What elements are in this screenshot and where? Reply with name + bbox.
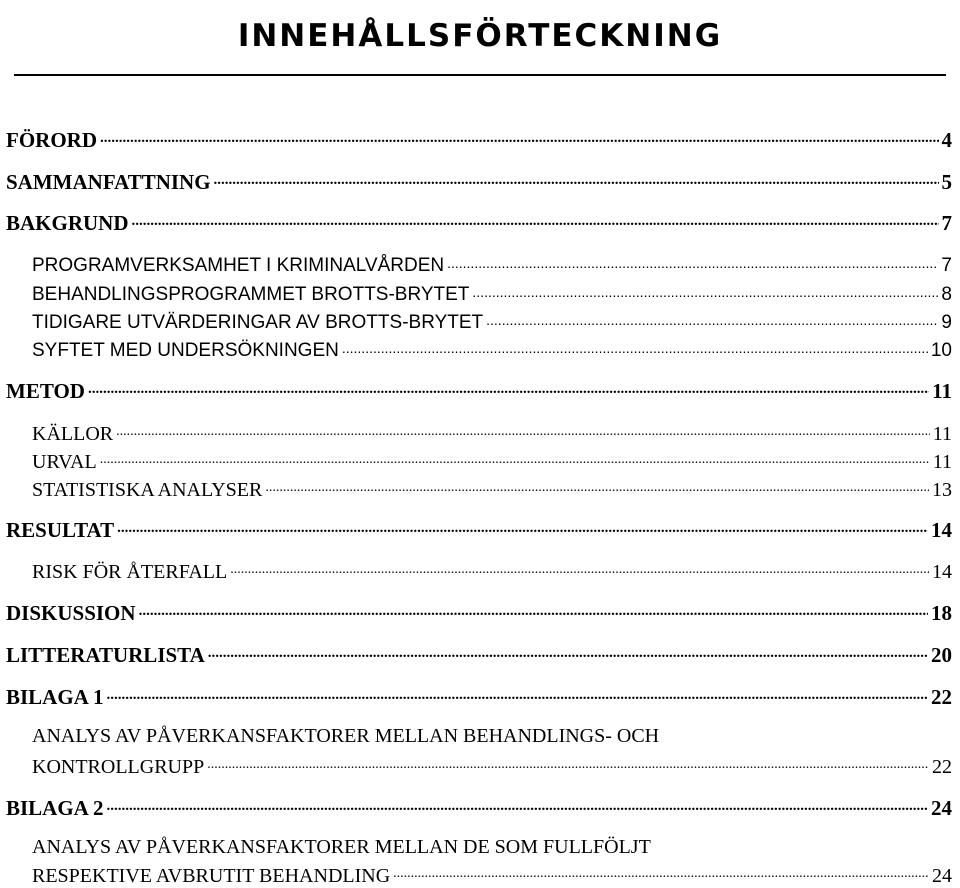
toc-entry-kallor[interactable] — [32, 420, 952, 446]
toc-entry-label: DISKUSSION — [6, 601, 136, 625]
toc-entry-label: RESPEKTIVE AVBRUTIT BEHANDLING — [32, 865, 391, 887]
toc-entry-bilaga-2[interactable] — [6, 794, 952, 821]
toc-entry-sammanfattning[interactable] — [6, 168, 952, 195]
toc-page-number: 18 — [931, 601, 952, 625]
toc-page-number: 20 — [931, 643, 952, 667]
toc-entry-syftet[interactable] — [32, 337, 952, 362]
toc-entry-label: BAKGRUND — [6, 211, 129, 235]
toc-entry-label: BEHANDLINGSPROGRAMMET BROTTS-BRYTET — [32, 284, 470, 305]
toc-entry-label: KÄLLOR — [32, 423, 114, 445]
dot-leader — [106, 683, 928, 704]
dot-leader — [393, 862, 929, 882]
dot-leader — [117, 516, 928, 537]
toc-entry-label: SAMMANFATTNING — [6, 170, 211, 194]
toc-entry-behandlingsprogrammet[interactable] — [32, 281, 952, 306]
dot-leader — [342, 337, 928, 356]
toc-entry-avbrutit-behandling[interactable] — [32, 862, 952, 888]
dot-leader — [472, 281, 938, 300]
toc-entry-label: SYFTET MED UNDERSÖKNINGEN — [32, 340, 339, 361]
dot-leader — [207, 753, 929, 773]
toc-entry-label-line1: ANALYS AV PÅVERKANSFAKTORER MELLAN DE SOM FULLFÖLJT — [32, 836, 651, 858]
toc-entry-label: METOD — [6, 379, 85, 403]
dot-leader — [447, 252, 938, 271]
toc-entry-urval[interactable] — [32, 448, 952, 474]
toc-entry-label: FÖRORD — [6, 128, 97, 152]
dot-leader — [265, 476, 929, 496]
toc-page-number: 4 — [941, 128, 952, 152]
toc-entry-label: RISK FÖR ÅTERFALL — [32, 561, 228, 583]
toc-page-number: 7 — [941, 211, 952, 235]
toc-page-number: 14 — [931, 518, 952, 542]
toc-entry-bakgrund[interactable] — [6, 209, 952, 236]
toc-entry-label-line1: ANALYS AV PÅVERKANSFAKTORER MELLAN BEHANDLINGS- OCH — [32, 725, 660, 747]
title-rule — [14, 74, 946, 76]
toc-entry-statistiska-analyser[interactable] — [32, 476, 952, 502]
toc-entry-fororord[interactable] — [6, 126, 952, 153]
dot-leader — [100, 126, 939, 147]
toc-entry-label: TIDIGARE UTVÄRDERINGAR AV BROTTS-BRYTET — [32, 312, 484, 333]
toc-page-number: 24 — [931, 796, 952, 820]
toc-entry-label: URVAL — [32, 451, 97, 473]
toc-page-number: 22 — [931, 685, 952, 709]
toc-page-number: 9 — [941, 312, 952, 333]
dot-leader — [214, 168, 939, 189]
toc-entry-tidigare-utvarderingar[interactable] — [32, 309, 952, 334]
toc-page-number: 11 — [932, 379, 952, 403]
toc-entry-label: KONTROLLGRUPP — [32, 756, 205, 778]
toc-entry-label: LITTERATURLISTA — [6, 643, 205, 667]
toc-entry-resultat[interactable] — [6, 516, 952, 543]
toc-entry-label: BILAGA 1 — [6, 685, 104, 709]
toc-entry-label: STATISTISKA ANALYSER — [32, 479, 263, 501]
dot-leader — [106, 794, 928, 815]
dot-leader — [88, 377, 929, 398]
toc-entry-kontrollgrupp[interactable] — [32, 753, 952, 779]
dot-leader — [486, 309, 938, 328]
toc-entry-diskussion[interactable] — [6, 599, 952, 626]
dot-leader — [116, 420, 930, 440]
dot-leader — [208, 641, 928, 662]
toc-entry-label: PROGRAMVERKSAMHET I KRIMINALVÅRDEN — [32, 255, 445, 276]
toc-page-number: 7 — [941, 255, 952, 276]
toc-entry-programverksamhet[interactable] — [32, 252, 952, 277]
toc-page-number: 11 — [932, 451, 952, 473]
toc-page-number: 13 — [932, 479, 952, 501]
dot-leader — [230, 558, 929, 578]
toc-entry-bilaga-1[interactable] — [6, 683, 952, 710]
toc-page-number: 24 — [932, 865, 952, 887]
toc-page-number: 5 — [941, 170, 952, 194]
toc-entry-metod[interactable] — [6, 377, 952, 404]
dot-leader — [132, 209, 939, 230]
toc-entry-label: RESULTAT — [6, 518, 115, 542]
page-title: INNEHÅLLSFÖRTECKNING — [237, 18, 723, 54]
toc-entry-litteraturlista[interactable] — [6, 641, 952, 668]
toc-entry-risk-for-aterfall[interactable] — [32, 558, 952, 584]
toc-page-number: 14 — [932, 561, 952, 583]
toc-entry-label: BILAGA 2 — [6, 796, 104, 820]
toc-page-number: 10 — [930, 340, 952, 361]
dot-leader — [100, 448, 930, 468]
toc-page-number: 11 — [932, 423, 952, 445]
dot-leader — [139, 599, 928, 620]
toc-page-number: 22 — [932, 756, 952, 778]
toc-page-number: 8 — [941, 284, 952, 305]
